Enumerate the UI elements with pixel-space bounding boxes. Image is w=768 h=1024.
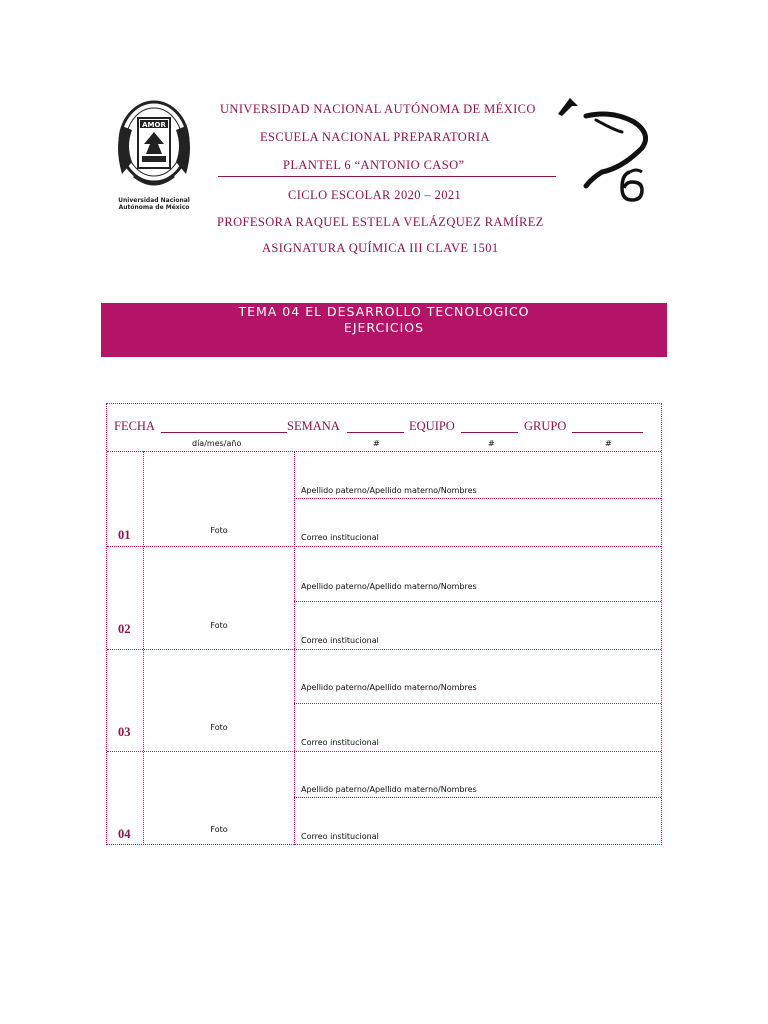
photo-placeholder[interactable]: Foto <box>210 825 228 834</box>
photo-placeholder[interactable]: Foto <box>210 526 228 535</box>
number-column-divider <box>143 451 144 845</box>
photo-placeholder[interactable]: Foto <box>210 621 228 630</box>
row-separator <box>107 546 661 547</box>
student-email-field[interactable]: Correo institucional <box>301 738 379 747</box>
photo-column-divider <box>294 451 295 845</box>
unam-seal-caption: Universidad Nacional Autónoma de México <box>118 197 190 211</box>
student-name-field[interactable]: Apellido paterno/Apellido materno/Nombres <box>301 785 477 794</box>
equipo-label: EQUIPO <box>409 419 455 433</box>
topic-banner <box>101 303 667 357</box>
student-email-field[interactable]: Correo institucional <box>301 636 379 645</box>
equipo-hint: # <box>488 439 495 448</box>
row-number: 02 <box>118 622 131 636</box>
row-number: 03 <box>118 725 131 739</box>
header-divider <box>218 176 556 177</box>
row-number: 04 <box>118 827 131 841</box>
photo-placeholder[interactable]: Foto <box>210 723 228 732</box>
grupo-field[interactable] <box>572 432 643 433</box>
unam-seal-text: AMOR <box>142 121 166 129</box>
row-separator <box>107 649 661 650</box>
fecha-label: FECHA <box>114 419 155 433</box>
student-email-field[interactable]: Correo institucional <box>301 533 379 542</box>
topic-title: TEMA 04 EL DESARROLLO TECNOLOGICO <box>238 304 530 319</box>
fecha-hint: día/mes/año <box>192 439 242 448</box>
plantel-6-logo <box>552 92 662 208</box>
semana-field[interactable] <box>347 432 404 433</box>
student-name-field[interactable]: Apellido paterno/Apellido materno/Nombres <box>301 683 477 692</box>
grupo-label: GRUPO <box>524 419 567 433</box>
student-email-field[interactable]: Correo institucional <box>301 832 379 841</box>
student-form <box>106 403 662 845</box>
semana-hint: # <box>373 439 380 448</box>
row-number: 01 <box>118 528 131 542</box>
header-separator <box>107 451 661 452</box>
grupo-hint: # <box>605 439 612 448</box>
student-name-field[interactable]: Apellido paterno/Apellido materno/Nombres <box>301 486 477 495</box>
semana-label: SEMANA <box>287 419 340 433</box>
fecha-field[interactable] <box>161 432 287 433</box>
row-separator <box>107 751 661 752</box>
student-name-field[interactable]: Apellido paterno/Apellido materno/Nombres <box>301 582 477 591</box>
equipo-field[interactable] <box>461 432 518 433</box>
topic-subtitle: EJERCICIOS <box>343 320 425 335</box>
